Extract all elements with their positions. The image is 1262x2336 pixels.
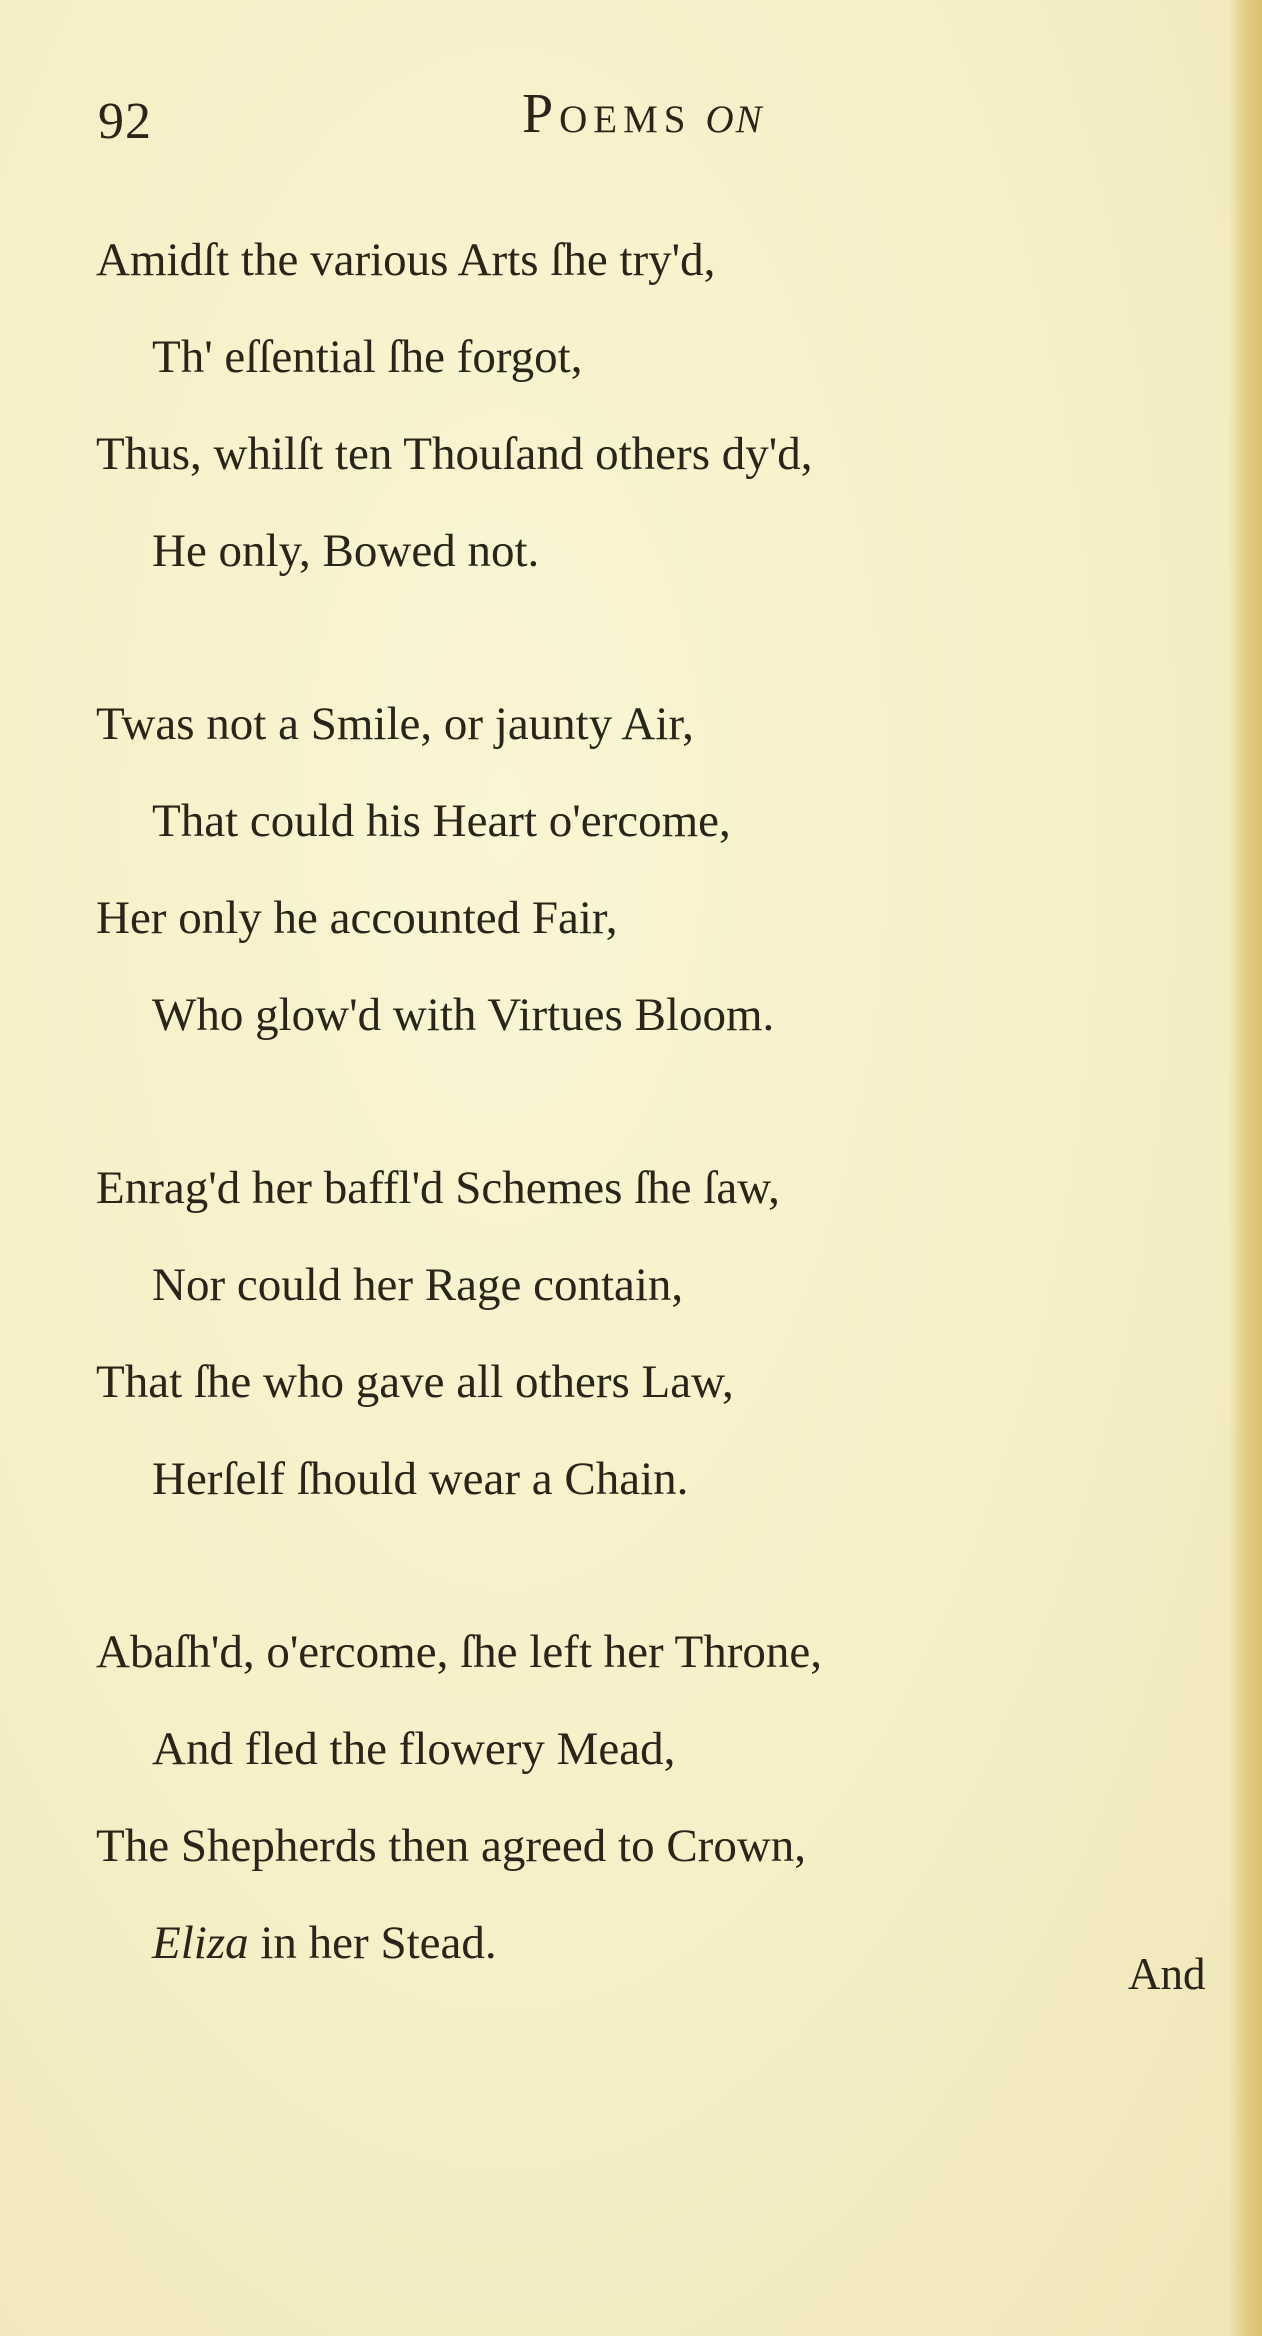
poem-line-last	[0, 1895, 1262, 1992]
poem-line: Th' eſſential ſhe forgot,	[152, 331, 583, 383]
name-eliza: Eliza	[152, 1917, 249, 1969]
poem-line: Nor could her Rage contain,	[152, 1259, 684, 1311]
running-title-italic: on	[705, 83, 764, 145]
poem-line: He only, Bowed not.	[152, 525, 540, 577]
poem-line-end: in her Stead.	[248, 1917, 497, 1969]
poem-line: That ſhe who gave all others Law,	[96, 1356, 734, 1408]
poem-line: And fled the flowery Mead,	[152, 1723, 676, 1775]
stanza-4	[0, 1604, 1262, 1992]
poem-line: Her only he accounted Fair,	[96, 892, 618, 944]
poem-line: Herſelf ſhould wear a Chain.	[152, 1453, 689, 1505]
stanza-3	[0, 1140, 1262, 1528]
stanza-2	[0, 676, 1262, 1064]
poem-line: Amidſt the various Arts ſhe try'd,	[96, 234, 716, 286]
poem-line: Twas not a Smile, or jaunty Air,	[96, 698, 694, 750]
catchword: And	[1128, 1949, 1206, 1999]
poem-line: Who glow'd with Virtues Bloom.	[152, 989, 775, 1041]
running-title-main: Poems	[522, 83, 692, 145]
poem-line: That could his Heart o'ercome,	[152, 795, 731, 847]
poem-line: The Shepherds then agreed to Crown,	[96, 1820, 807, 1872]
page-number: 92	[98, 93, 152, 150]
running-title	[522, 82, 764, 146]
poem-line: Enrag'd her baffl'd Schemes ſhe ſaw,	[96, 1162, 780, 1214]
poem-line: Thus, whilſt ten Thouſand others dy'd,	[96, 428, 813, 480]
poem-line: Abaſh'd, o'ercome, ſhe left her Throne,	[96, 1626, 823, 1678]
stanza-1	[0, 212, 1262, 600]
running-header	[0, 72, 1262, 162]
poem-text	[0, 212, 1262, 2068]
